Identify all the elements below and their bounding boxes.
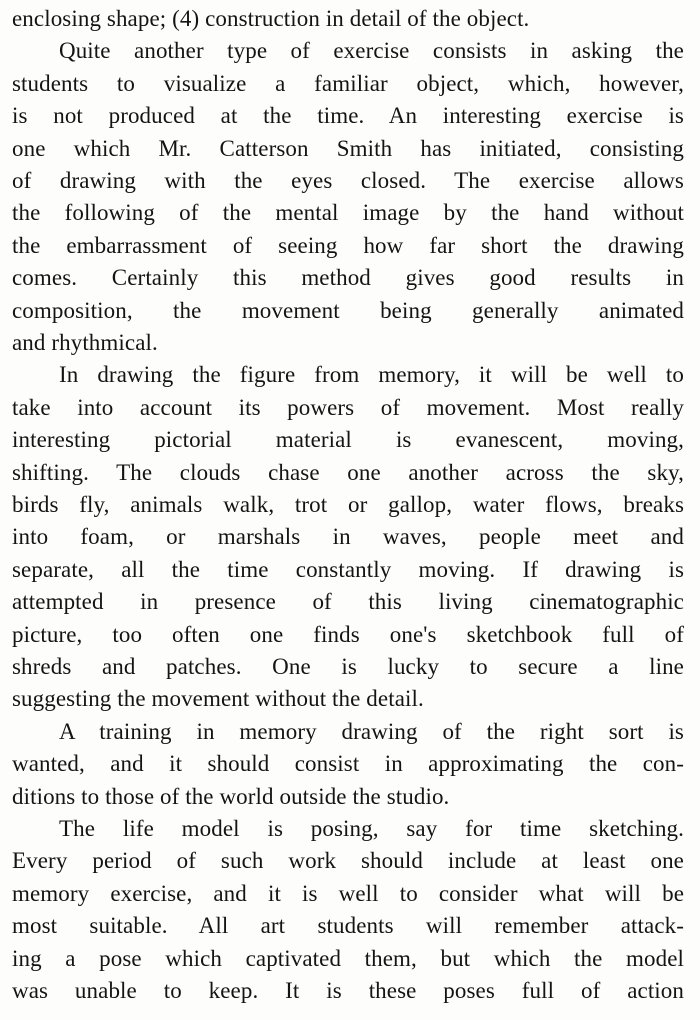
text-line: into foam, or marshals in waves, people meet and [12, 524, 684, 550]
text-line: the following of the mental image by the hand without [12, 200, 684, 226]
text-line: birds fly, animals walk, trot or gallop, water flows, breaks [12, 492, 684, 517]
text-line: suggesting the movement without the detail. [12, 686, 424, 712]
text-line: The life model is posing, say for time sketching. [59, 816, 684, 841]
text-line: picture, too often one finds one's sketchbook full of [12, 621, 684, 647]
text-line: A training in memory drawing of the right sort is [59, 718, 684, 744]
text-line: the embarrassment of seeing how far short the drawing [12, 232, 684, 258]
text-line: shifting. The clouds chase one another across the sky, [12, 459, 684, 485]
text-line: Quite another type of exercise consists in asking the [59, 38, 684, 64]
text-line: comes. Certainly this method gives good results in [12, 265, 684, 291]
text-line: take into account its powers of movement. Most really [12, 394, 684, 420]
text-line: composition, the movement being generally animated [12, 297, 684, 323]
text-line: most suitable. All art students will remember attack- [12, 913, 684, 939]
text-line: ing a pose which captivated them, but which the model [12, 945, 684, 971]
text-line: enclosing shape; (4) construction in detail of the object. [12, 6, 530, 31]
text-line: one which Mr. Catterson Smith has initiated, consisting [12, 135, 684, 161]
text-line: In drawing the figure from memory, it will be well to [59, 362, 684, 388]
text-line: Every period of such work should include at least one [12, 848, 684, 874]
text-line: attempted in presence of this living cinematographic [12, 589, 684, 615]
text-line: wanted, and it should consist in approximating the con- [12, 751, 684, 777]
text-line: is not produced at the time. An interesting exercise is [12, 103, 684, 129]
text-line: separate, all the time constantly moving. If drawing is [12, 556, 684, 582]
text-line: and rhythmical. [12, 330, 158, 355]
text-line: memory exercise, and it is well to consider what will be [12, 880, 684, 906]
text-line: interesting pictorial material is evanescent, moving, [12, 427, 684, 453]
text-line: ditions to those of the world outside the studio. [12, 783, 450, 809]
text-line: of drawing with the eyes closed. The exercise allows [12, 168, 684, 193]
text-line: was unable to keep. It is these poses full of action [12, 978, 684, 1003]
text-line: students to visualize a familiar object, which, however, [12, 70, 684, 96]
text-line: shreds and patches. One is lucky to secure a line [12, 654, 684, 679]
